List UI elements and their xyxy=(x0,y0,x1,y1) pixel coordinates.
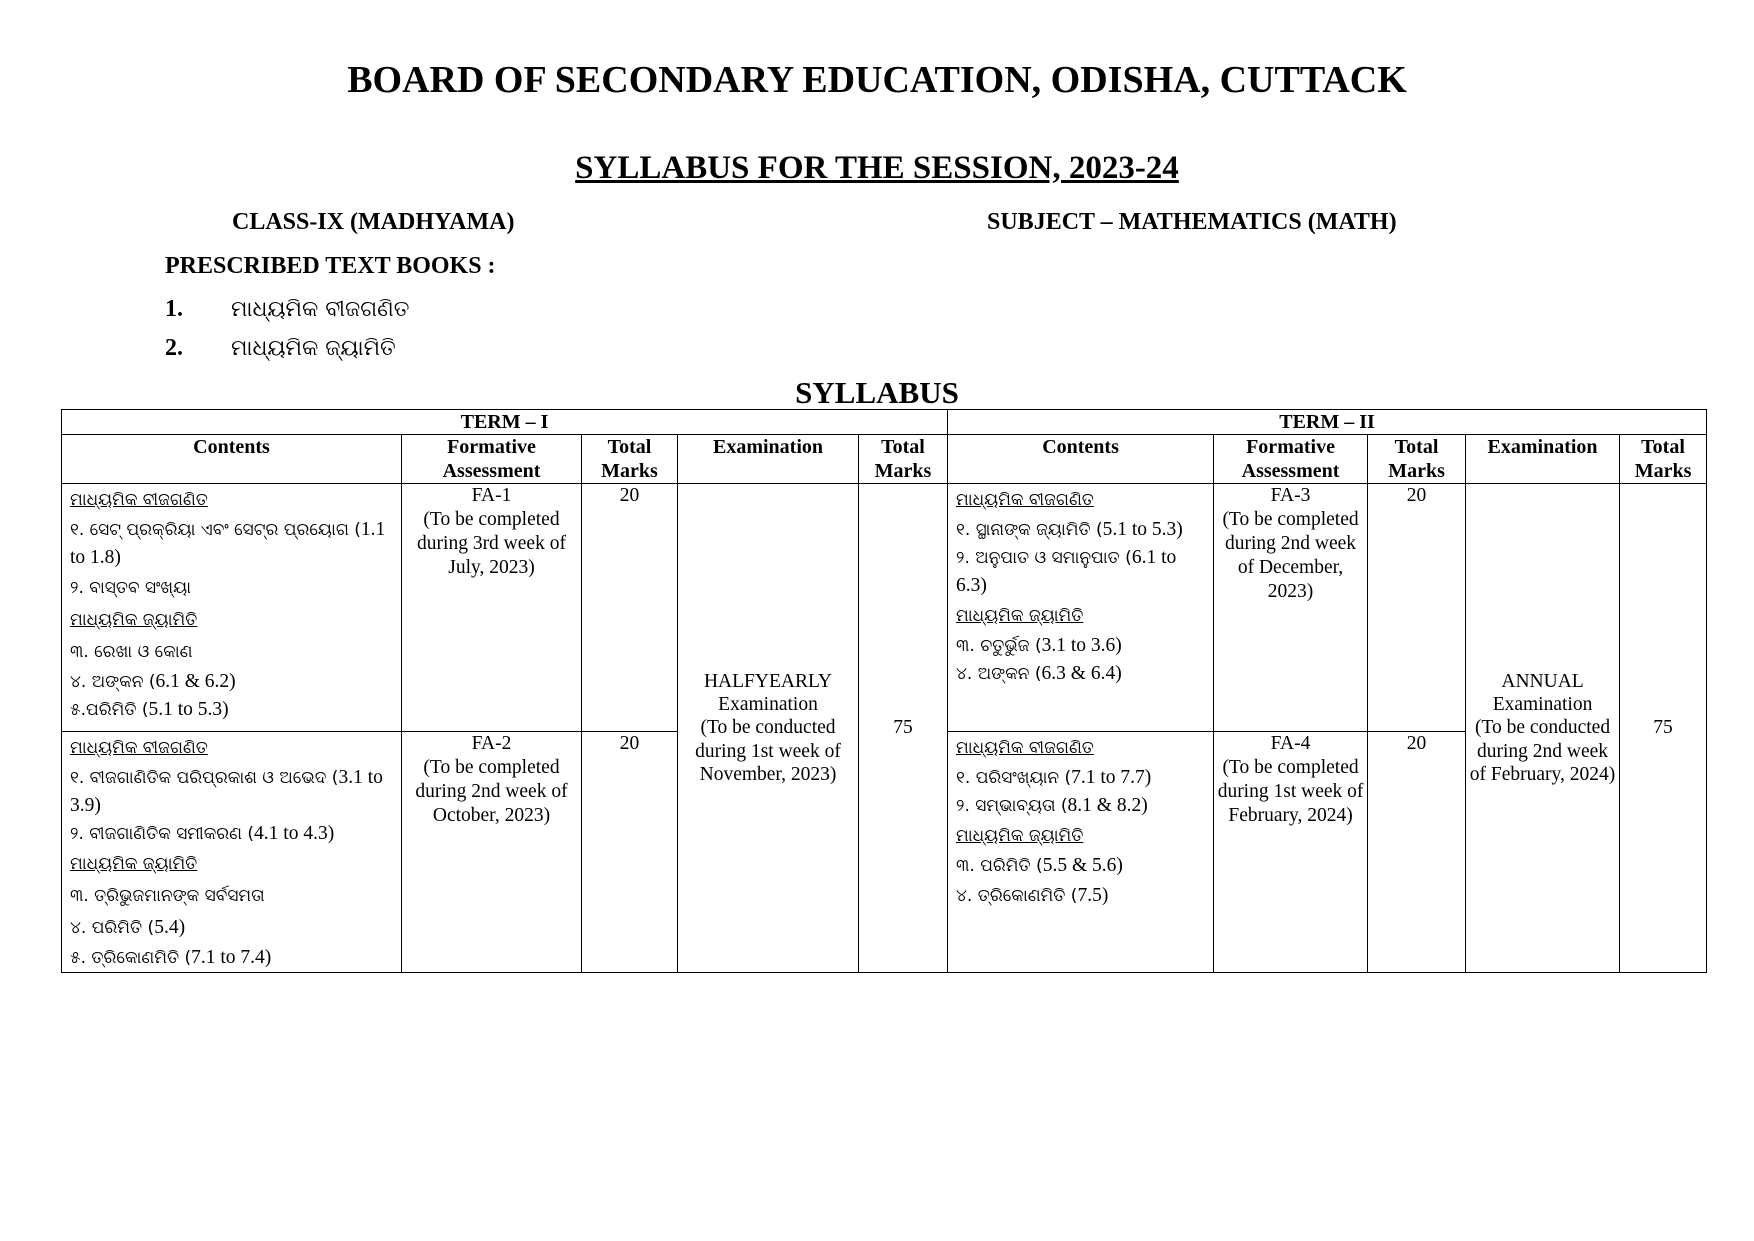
syllabus-heading: SYLLABUS xyxy=(795,375,959,410)
column-header: Total Marks xyxy=(859,435,948,484)
chapter-range: 3.1 to 3.6) xyxy=(1041,635,1122,656)
fa-note: (To be completed during 3rd week of July, 2023) xyxy=(417,509,566,578)
odia-text: ୧. ସେଟ୍ ପ୍ରକ୍ରିୟା ଏବଂ ସେଟ୍‌ର ପ୍ରୟୋଗ ( xyxy=(70,520,361,540)
chapter-range: 7.5) xyxy=(1077,885,1109,906)
fa-marks: 20 xyxy=(1368,732,1466,973)
odia-text: ମାଧ୍ୟମିକ ଜ୍ୟାମିତି xyxy=(956,826,1084,846)
book-section-label xyxy=(956,484,1205,516)
chapter-range: 5.1 to 5.3) xyxy=(1102,519,1183,540)
odia-text: ୩. ଚତୁର୍ଭୁଜ ( xyxy=(956,636,1042,656)
textbooks-heading: PRESCRIBED TEXT BOOKS : xyxy=(165,253,496,279)
exam-sub: Examination xyxy=(1492,693,1593,715)
annual-exam-cell xyxy=(1466,484,1620,973)
odia-text: ୨. ଅନୁପାତ ଓ ସମାନୁପାତ ( xyxy=(956,548,1132,568)
term-2-header: TERM – II xyxy=(948,410,1707,435)
formative-assessment-cell xyxy=(1214,732,1368,973)
column-header: Total Marks xyxy=(1620,435,1707,484)
odia-text: ୨. ସମ୍ଭାବ୍ୟତା ( xyxy=(956,796,1068,816)
odia-text: ୧. ପରିସଂଖ୍ୟାନ ( xyxy=(956,768,1072,788)
odia-text: ୨. ବାସ୍ତବ ସଂଖ୍ୟା xyxy=(70,578,192,598)
chapter-line xyxy=(956,544,1205,600)
chapter-line xyxy=(956,516,1205,544)
chapter-range: 3.1 to 3.9) xyxy=(70,767,383,816)
subject-label: SUBJECT – MATHEMATICS (MATH) xyxy=(987,209,1397,235)
fa-note: (To be completed during 2nd week of October, 2023) xyxy=(415,757,568,826)
odia-text: ୫.ପରିମିତି ( xyxy=(70,700,149,720)
chapter-line xyxy=(70,764,393,820)
chapter-line xyxy=(70,820,393,848)
fa-note: (To be completed during 1st week of February, 2024) xyxy=(1217,757,1364,826)
fa-label: FA-3 xyxy=(1270,485,1311,506)
halfyearly-exam-cell xyxy=(678,484,859,973)
term-2-contents-cell xyxy=(948,484,1214,732)
book-section-label xyxy=(956,820,1205,852)
chapter-range: 8.1 & 8.2) xyxy=(1067,795,1148,816)
odia-text: ମାଧ୍ୟମିକ ଜ୍ୟାମିତି xyxy=(70,854,198,874)
textbook-name: ମାଧ୍ୟମିକ ବୀଜଗଣିତ xyxy=(231,297,410,322)
fa-label: FA-1 xyxy=(471,485,512,506)
formative-assessment-cell xyxy=(1214,484,1368,732)
odia-text: ୩. ପରିମିତି ( xyxy=(956,856,1043,876)
odia-text: ମାଧ୍ୟମିକ ବୀଜଗଣିତ xyxy=(70,738,208,758)
class-label: CLASS-IX (MADHYAMA) xyxy=(232,209,515,235)
odia-text: ମାଧ୍ୟମିକ ଜ୍ୟାମିତି xyxy=(956,606,1084,626)
book-section-label xyxy=(956,600,1205,632)
odia-text: ୪. ଅଙ୍କନ ( xyxy=(70,672,156,692)
syllabus-table xyxy=(61,409,1707,973)
column-header: Formative Assessment xyxy=(1214,435,1368,484)
chapter-range: 6.3 & 6.4) xyxy=(1041,663,1122,684)
chapter-line xyxy=(70,516,393,572)
odia-text: ୨. ବୀଜଗାଣିତିକ ସମୀକରଣ ( xyxy=(70,824,255,844)
chapter-line xyxy=(70,668,393,696)
chapter-range: 1.1 to 1.8) xyxy=(70,519,386,568)
fa-marks: 20 xyxy=(582,484,678,732)
exam-note: (To be conducted during 2nd week of February, 2024) xyxy=(1469,717,1616,786)
fa-label: FA-4 xyxy=(1270,733,1311,754)
chapter-range: 6.1 & 6.2) xyxy=(155,671,236,692)
session-title: SYLLABUS FOR THE SESSION, 2023-24 xyxy=(575,150,1179,186)
chapter-line xyxy=(956,792,1205,820)
column-header: Total Marks xyxy=(1368,435,1466,484)
column-header: Contents xyxy=(948,435,1214,484)
table-row xyxy=(62,484,1707,732)
textbook-number: 1. xyxy=(165,296,183,322)
chapter-range: 6.1 to 6.3) xyxy=(956,547,1177,596)
chapter-line xyxy=(70,572,393,604)
chapter-line xyxy=(70,944,393,972)
exam-name: HALFYEARLY xyxy=(703,670,833,692)
odia-text: ମାଧ୍ୟମିକ ବୀଜଗଣିତ xyxy=(70,490,208,510)
chapter-line xyxy=(956,660,1205,688)
fa-marks: 20 xyxy=(1368,484,1466,732)
book-section-label xyxy=(956,732,1205,764)
textbook-item xyxy=(165,296,409,323)
odia-text: ମାଧ୍ୟମିକ ବୀଜଗଣିତ xyxy=(956,490,1094,510)
term-1-contents-cell xyxy=(62,732,402,973)
odia-text: ମାଧ୍ୟମିକ ଜ୍ୟାମିତି xyxy=(70,610,198,630)
exam-note: (To be conducted during 1st week of November, 2023) xyxy=(695,717,841,786)
chapter-range: 5.4) xyxy=(154,917,186,938)
column-header: Total Marks xyxy=(582,435,678,484)
exam-marks: 75 xyxy=(1620,484,1707,973)
odia-text: ୧. ବୀଜଗାଣିତିକ ପରିପ୍ରକାଶ ଓ ଅଭେଦ ( xyxy=(70,768,339,788)
book-section-label xyxy=(70,604,393,636)
exam-sub: Examination xyxy=(718,693,818,715)
chapter-line xyxy=(956,880,1205,912)
chapter-range: 7.1 to 7.7) xyxy=(1071,767,1152,788)
book-section-label xyxy=(70,848,393,880)
odia-text: ୫. ତ୍ରିକୋଣମିତି ( xyxy=(70,948,192,968)
textbook-name: ମାଧ୍ୟମିକ ଜ୍ୟାମିତି xyxy=(231,336,396,361)
odia-text: ୪. ପରିମିତି ( xyxy=(70,918,155,938)
chapter-range: 7.1 to 7.4) xyxy=(191,947,272,968)
odia-text: ମାଧ୍ୟମିକ ବୀଜଗଣିତ xyxy=(956,738,1094,758)
column-header: Examination xyxy=(1466,435,1620,484)
textbook-number: 2. xyxy=(165,335,183,361)
chapter-line xyxy=(70,696,393,724)
chapter-line xyxy=(956,852,1205,880)
formative-assessment-cell xyxy=(402,484,582,732)
column-header: Contents xyxy=(62,435,402,484)
chapter-line xyxy=(70,880,393,912)
chapter-range: 5.5 & 5.6) xyxy=(1042,855,1123,876)
exam-marks: 75 xyxy=(859,484,948,973)
column-header: Examination xyxy=(678,435,859,484)
formative-assessment-cell xyxy=(402,732,582,973)
fa-label: FA-2 xyxy=(471,733,512,754)
odia-text: ୧. ସ୍ଥାନାଙ୍କ ଜ୍ୟାମିତି ( xyxy=(956,520,1103,540)
term-2-contents-cell xyxy=(948,732,1214,973)
chapter-line xyxy=(956,764,1205,792)
term-1-header: TERM – I xyxy=(62,410,948,435)
odia-text: ୩. ରେଖା ଓ କୋଣ xyxy=(70,642,193,662)
fa-note: (To be completed during 2nd week of December, 2023) xyxy=(1222,509,1359,602)
document-title: BOARD OF SECONDARY EDUCATION, ODISHA, CUTTACK xyxy=(347,59,1407,101)
odia-text: ୩. ତ୍ରିଭୁଜମାନଙ୍କ ସର୍ବସମତା xyxy=(70,886,265,906)
column-header: Formative Assessment xyxy=(402,435,582,484)
chapter-line xyxy=(70,912,393,944)
exam-name: ANNUAL xyxy=(1501,670,1584,692)
chapter-line xyxy=(956,632,1205,660)
fa-marks: 20 xyxy=(582,732,678,973)
odia-text: ୪. ତ୍ରିକୋଣମିତି ( xyxy=(956,886,1078,906)
chapter-range: 4.1 to 4.3) xyxy=(254,823,335,844)
book-section-label xyxy=(70,732,393,764)
textbook-item xyxy=(165,335,396,362)
book-section-label xyxy=(70,484,393,516)
term-1-contents-cell xyxy=(62,484,402,732)
chapter-range: 5.1 to 5.3) xyxy=(148,699,229,720)
odia-text: ୪. ଅଙ୍କନ ( xyxy=(956,664,1042,684)
chapter-line xyxy=(70,636,393,668)
